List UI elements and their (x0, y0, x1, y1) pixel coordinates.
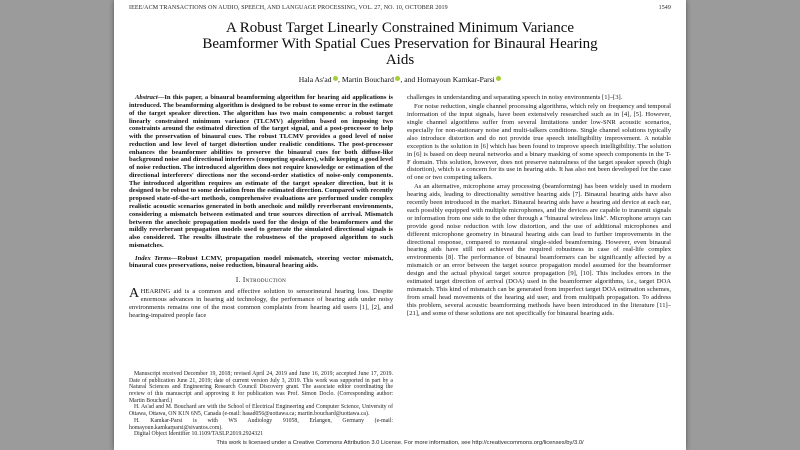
journal-header (129, 5, 671, 12)
abstract-label: Abstract— (135, 94, 165, 102)
author-name: Homayoun Kamkar-Parsi (417, 75, 495, 85)
author-name: Hala As'ad (298, 75, 332, 85)
license-text: This work is licensed under a Creative Commons Attribution 3.0 License. For more information, see (216, 440, 473, 446)
paper-page (114, 0, 686, 450)
footnote-paragraph: H. Kamkar-Parsi is with WS Audiology 91058, Erlangen, Germany (e-mail: homayoun.kamkarparsi@sivantos.com). (129, 417, 393, 431)
abstract-paragraph (129, 94, 393, 249)
footnote-block (129, 367, 393, 438)
footnote-paragraph: H. As'ad and M. Bouchard are with the School of Electrical Engineering and Computer Science, University of Ottawa, Ottawa, ON K1N 6N5, Canada (e-mail: hasad056@uottawa.ca; martin.bouchard@uottawa.ca). (129, 404, 393, 418)
footnote-paragraph: Manuscript received December 19, 2018; revised April 24, 2019 and June 16, 2019; accepted June 17, 2019. Date of publication June 21, 2019; date of current version July 3, 2019. This work was supported in part by a Natural Sciences and Engineering Research Council Discovery grant. The associate editor coordinating the review of this manuscript and approving it for publication was Prof. Simon Doclo. (Corresponding author: Martin Bouchard.) (129, 370, 393, 404)
intro-paragraph (129, 288, 393, 320)
body-paragraph: As an alternative, microphone array processing (beamforming) has been widely used in modern hearing aids, leading to directionality sensitive hearing aids [7]. Binaural hearing aids have also recently been introduced in the market. Binaural hearing aids have a hearing aid device at each ear, each possibly equipped with multiple microphones, and the devices are capable to transmit signals or information from one side to the other through a "binaural wireless link". Microphone arrays can provide good noise reduction with low distortion, and the use of additional microphones and different microphone geometry in binaural hearing aids can lead to further improvements in the directional response, compared to monaural single-sided beamforming. However, even binaural hearing aids have still not achieved the required robustness in case of real-life complex environments [8]. The performance of binaural beamformers can be significantly affected by a mismatch or an error between the target source propagation model assumed for the beamformer design and the actual physical target source propagation [9], [10]. This includes errors in the estimated target direction of arrival (DOA) used in the beamformer algorithms, i.e., target DOA mismatch. This kind of mismatch can be generated from imperfect target DOA estimation schemes, from small head movements of the hearing aid user, and from multipath propagation. To address this problem, several acoustic beamforming methods have been introduced in the literature [11]–[21], and some of these solutions are not specifically for binaural hearing aids. (407, 183, 671, 317)
page-number: 1549 (658, 5, 671, 11)
journal-name: IEEE/ACM TRANSACTIONS ON AUDIO, SPEECH, AND LANGUAGE PROCESSING, VOL. 27, NO. 10, OCTOBER 2019 (129, 5, 448, 11)
body-paragraph: For noise reduction, single channel processing algorithms, which rely on frequency and temporal information of the input signals, have been extensively researched such as in [4], [5]. However, single channel algorithms suffer from several limitations under low-SNR acoustic scenarios, especially for non-stationary noise and multi-talkers conditions. Single channel solutions typically also introduce distortion and do not provide true speech intelligibility improvement. A notable exception is the solution in [6] which has been found to improve speech intelligibility. The solution in [6] is based on deep neural networks and a binary masking of some speech components in the T-F domain. This solution, however, does not preserve naturalness of the target speaker speech (high distortion), which is a concern for its use in hearing aids. It has also not been developed for the case of one or two competing talkers. (407, 103, 671, 182)
author-name: Martin Bouchard (341, 75, 394, 85)
index-terms-text: Robust LCMV, propagation model mismatch, steering vector mismatch, binaural cues preservations, noise reduction, binaural hearing aids. (129, 254, 393, 270)
dropcap-letter: A (129, 286, 140, 302)
intro-text: HEARING aid is a common and effective solution to sensorineural hearing loss. Despite enormous advances in hearing aid technology, the performance of hearing aids under noisy environments remains one of the most common complaints from hearing aid users [1], [2], and hearing-impaired people face (129, 288, 393, 319)
author-separator: , and (400, 75, 418, 85)
index-terms-label: Index Terms— (135, 254, 178, 262)
body-paragraph: challenges in understanding and separating speech in noisy environments [1]–[3]. (407, 94, 623, 102)
index-terms-paragraph (129, 255, 393, 271)
paper-title: A Robust Target Linearly Constrained Minimum Variance Beamformer With Spatial Cues Preservation for Binaural Hearing Aids (202, 20, 598, 68)
author-separator: , (338, 75, 342, 85)
abstract-text: In this paper, a binaural beamforming algorithm for hearing aid applications is introduced. The beamforming algorithm is designed to be robust to some error in the estimate of the target speaker direction. The algorithm has two main components: a robust target linearly constrained minimum variance (TLCMV) algorithm based on imposing two constraints around the estimated direction of the target signal, and a post-processor to help with the preservation of binaural cues. The robust TLCMV provides a good level of noise reduction and low level of target distortion under realistic conditions. The post-processor enhances the beamformer abilities to preserve the binaural cues for both diffuse-like background noise and directional interferers (competing speakers), while keeping a good level of noise reduction. The introduced algorithm does not require knowledge or estimation of the directional interferers' directions nor the second-order statistics of noise-only components. The introduced algorithm requires an estimate of the target speaker direction, but it is designed to be robust to some deviation from the estimated direction. Compared with recently proposed state-of-the-art methods, comprehensive evaluations are performed under complex realistic acoustic scenarios generated in both anechoic and mildly reverberant environments, considering a mismatch between estimated and true sources direction of arrival. Mismatch between the anechoic propagation models used for the design of the beamformers and the mildly reverberant propagation models used to generate the simulated directional signals is also considered. The results illustrate the robustness of the proposed algorithm to such mismatches. (129, 94, 393, 249)
section-heading-introduction: I. Introduction (235, 276, 287, 285)
orcid-icon[interactable] (496, 76, 501, 81)
license-url-link[interactable]: http://creativecommons.org/licenses/by/3.0/ (472, 440, 584, 446)
license-line (129, 440, 671, 447)
right-column (407, 94, 671, 438)
left-column (129, 94, 393, 438)
two-column-body (129, 94, 671, 438)
footnote-doi: Digital Object Identifier 10.1109/TASLP.2019.2924321 (134, 431, 264, 438)
authors-line (129, 75, 671, 84)
